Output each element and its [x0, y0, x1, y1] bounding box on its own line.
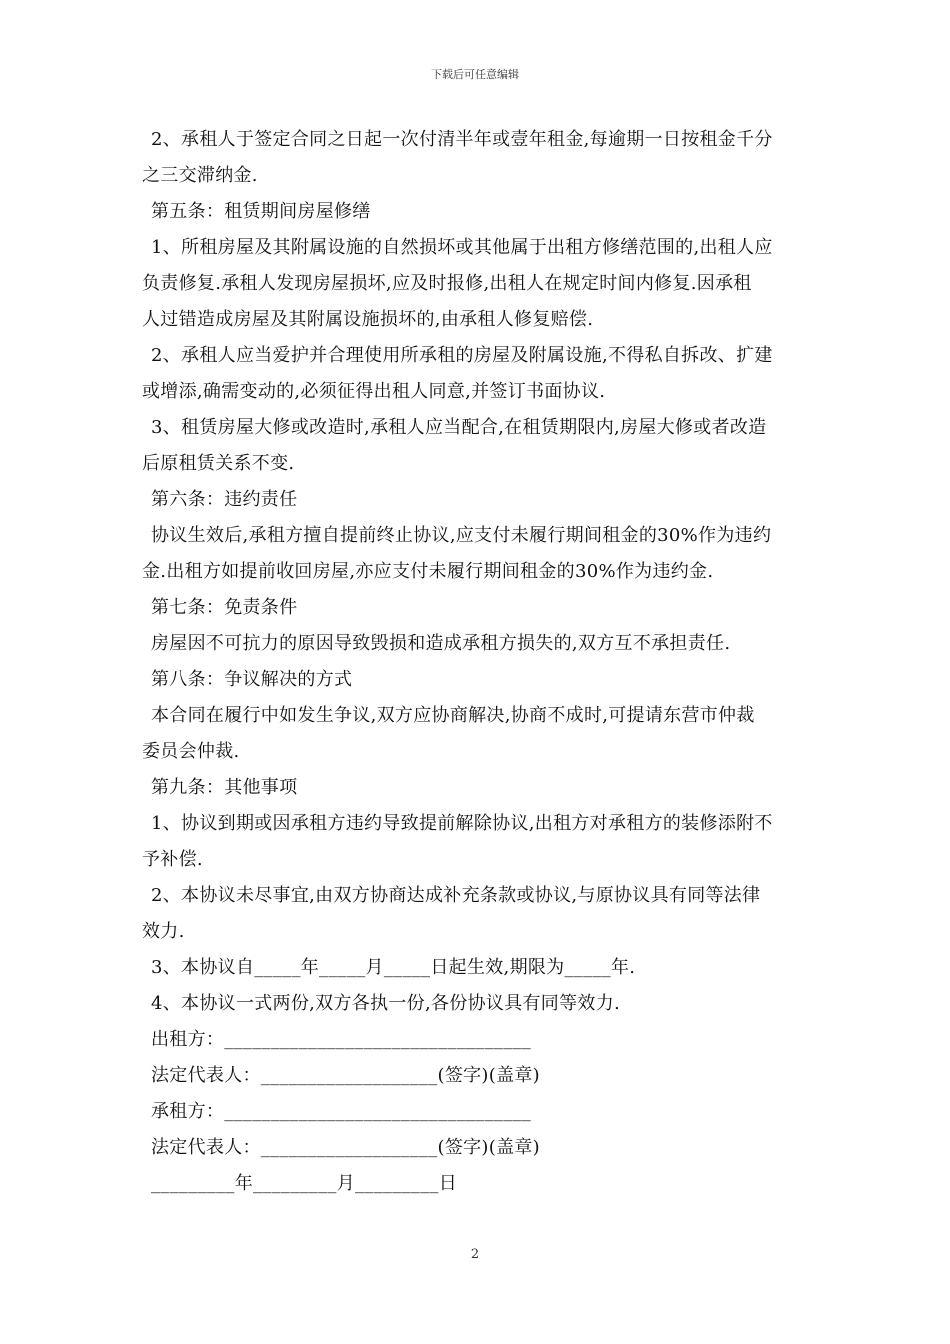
paragraph: 人过错造成房屋及其附属设施损坏的,由承租人修复赔偿. — [142, 309, 594, 330]
paragraph: 或增添,确需变动的,必须征得出租人同意,并签订书面协议. — [142, 381, 606, 402]
paragraph: 3、本协议自_____年_____月_____日起生效,期限为_____年. — [151, 957, 636, 978]
paragraph: 1、协议到期或因承租方违约导致提前解除协议,出租方对承租方的装修添附不 — [151, 813, 773, 834]
paragraph: 金.出租方如提前收回房屋,亦应支付未履行期间租金的30%作为违约金. — [142, 561, 714, 582]
paragraph: 委员会仲裁. — [142, 741, 240, 762]
paragraph: 负责修复.承租人发现房屋损坏,应及时报修,出租人在规定时间内修复.因承租 — [142, 273, 752, 294]
section-heading: 第八条：争议解决的方式 — [151, 669, 353, 690]
paragraph: 2、承租人于签定合同之日起一次付清半年或壹年租金,每逾期一日按租金千分 — [151, 129, 773, 150]
page-number: 2 — [470, 1247, 480, 1262]
paragraph: 2、本协议未尽事宜,由双方协商达成补充条款或协议,与原协议具有同等法律 — [151, 885, 761, 906]
paragraph: 予补偿. — [142, 849, 203, 870]
document-body — [142, 122, 812, 1202]
section-heading: 第六条：违约责任 — [151, 489, 298, 510]
paragraph: 1、所租房屋及其附属设施的自然损坏或其他属于出租方修缮范围的,出租人应 — [151, 237, 773, 258]
section-heading: 第七条：免责条件 — [151, 597, 298, 618]
paragraph: 2、承租人应当爱护并合理使用所承租的房屋及附属设施,不得私自拆改、扩建 — [151, 345, 773, 366]
signature-date-line: _________年_________月_________日 — [151, 1173, 457, 1194]
paragraph: 4、本协议一式两份,双方各执一份,各份协议具有同等效力. — [151, 993, 621, 1014]
paragraph: 本合同在履行中如发生争议,双方应协商解决,协商不成时,可提请东营市仲裁 — [151, 705, 755, 726]
paragraph: 协议生效后,承租方擅自提前终止协议,应支付未履行期间租金的30%作为违约 — [151, 525, 772, 546]
paragraph: 房屋因不可抗力的原因导致毁损和造成承租方损失的,双方互不承担责任. — [151, 633, 731, 654]
page-header-note: 下载后可任意编辑 — [431, 68, 519, 81]
signature-line-legal-rep: 法定代表人：___________________(签字)(盖章) — [151, 1065, 540, 1086]
paragraph: 之三交滞纳金. — [142, 165, 258, 186]
signature-line-lessor: 出租方：_________________________________ — [151, 1029, 532, 1050]
section-heading: 第九条：其他事项 — [151, 777, 298, 798]
paragraph: 后原租赁关系不变. — [142, 453, 295, 474]
paragraph: 3、租赁房屋大修或改造时,承租人应当配合,在租赁期限内,房屋大修或者改造 — [151, 417, 767, 438]
signature-line-legal-rep: 法定代表人：___________________(签字)(盖章) — [151, 1137, 540, 1158]
paragraph: 效力. — [142, 921, 185, 942]
signature-line-lessee: 承租方：_________________________________ — [151, 1101, 532, 1122]
section-heading: 第五条：租赁期间房屋修缮 — [151, 201, 371, 222]
